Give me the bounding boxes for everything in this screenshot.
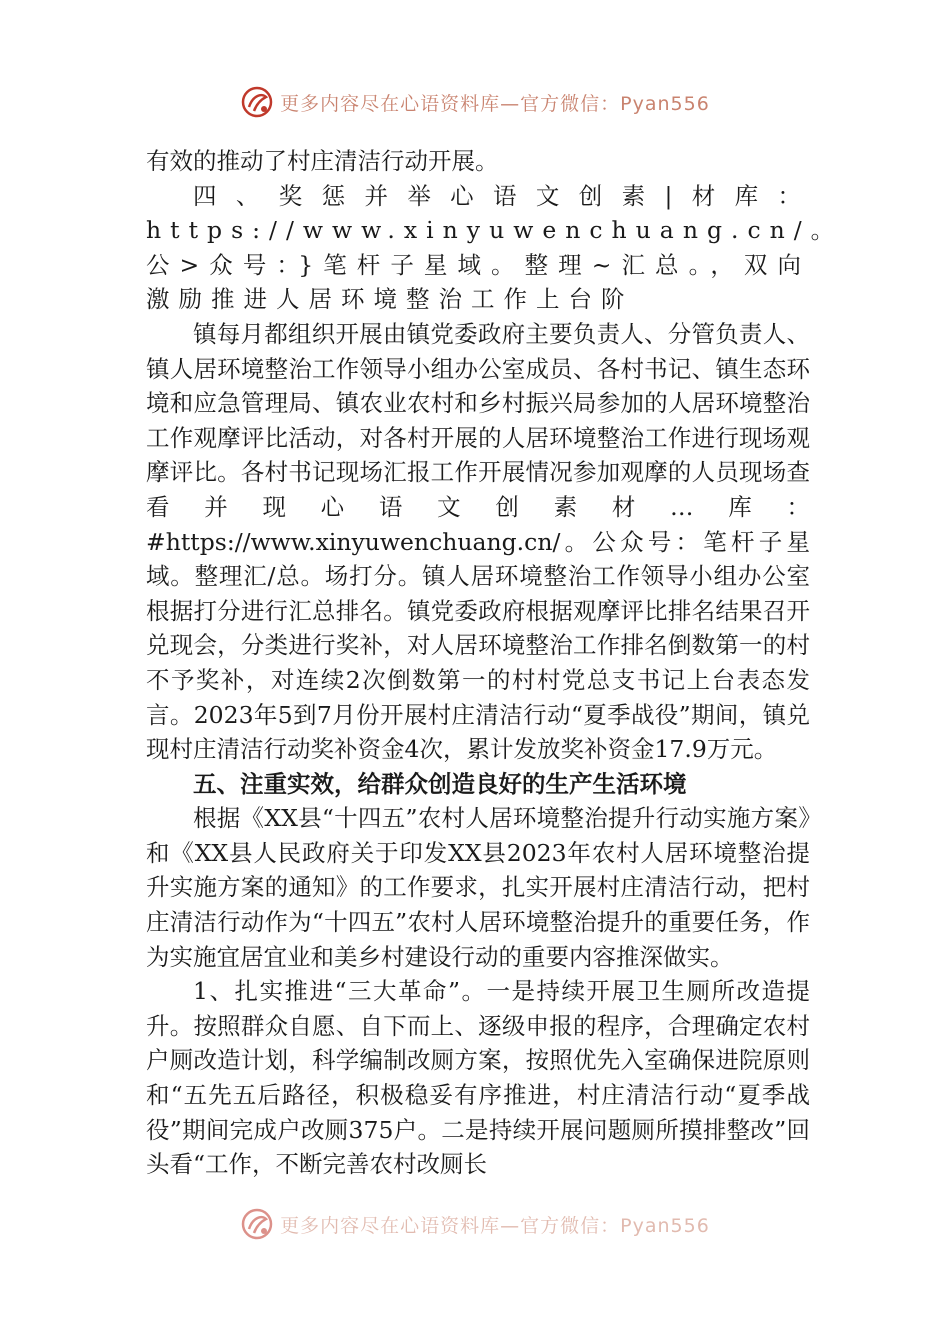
watermark-text: 更多内容尽在心语资料库—官方微信：Pyan556 xyxy=(280,92,710,115)
paragraph: 镇每月都组织开展由镇党委政府主要负责人、分管负责人、镇人居环境整治工作领导小组办公室成员、各村书记、镇生态环境和应急管理局、镇农业农村和乡村振兴局参加的人居环境整治工作观摩评比活动，对各村开展的人居环境整治工作进行现场观摩评比。各村书记现场汇报工作开展情况参加观摩的人员现场查看并现心语文创素材…库：#https://www.xinyuwenchuang.cn/。公众号：笔杆子星域。整理汇/总。场打分。镇人居环境整治工作领导小组办公室根据打分进行汇总排名。镇党委政府根据观摩评比排名结果召开兑现会，分类进行奖补，对人居环境整治工作排名倒数第一的村不予奖补，对连续2次倒数第一的村村党总支书记上台表态发言。2023年5到7月份开展村庄清洁行动“夏季战役”期间，镇兑现村庄清洁行动奖补资金4次，累计发放奖补资金17.9万元。 xyxy=(146,319,810,764)
header-watermark xyxy=(0,82,950,122)
section-heading-5: 五、注重实效，给群众创造良好的生产生活环境 xyxy=(193,769,687,798)
watermark-text: 更多内容尽在心语资料库—官方微信：Pyan556 xyxy=(280,1214,710,1237)
document-body xyxy=(146,144,844,1182)
paragraph: 1、扎实推进“三大革命”。一是持续开展卫生厕所改造提升。按照群众自愿、自下而上、逐级申报的程序，合理确定农村户厕改造计划，科学编制改厕方案，按照优先入室确保进院原则和“五先五后路径，积极稳妥有序推进，村庄清洁行动“夏季战役”期间完成户改厕375户。二是持续开展问题厕所摸排整改”回头看“工作，不断完善农村改厕长 xyxy=(146,977,810,1179)
logo-icon xyxy=(240,85,274,119)
paragraph: 根据《XX县“十四五”农村人居环境整治提升行动实施方案》和《XX县人民政府关于印发XX县2023年农村人居环境整治提升实施方案的通知》的工作要求，扎实开展村庄清洁行动，把村庄清洁行动作为“十四五”农村人居环境整治提升的重要任务，作为实施宜居宜业和美乡村建设行动的重要内容推深做实。 xyxy=(146,804,810,971)
footer-watermark xyxy=(0,1204,950,1244)
paragraph: 有效的推动了村庄清洁行动开展。 xyxy=(146,147,499,175)
section-heading-4: 四、奖惩并举心语文创素|材库：https://www.xinyuwenchuang.cn/。公>众号：}笔杆子星域。整理~汇总。，双向激励推进人居环境整治工作上台阶 xyxy=(146,181,844,314)
logo-icon xyxy=(240,1207,274,1241)
